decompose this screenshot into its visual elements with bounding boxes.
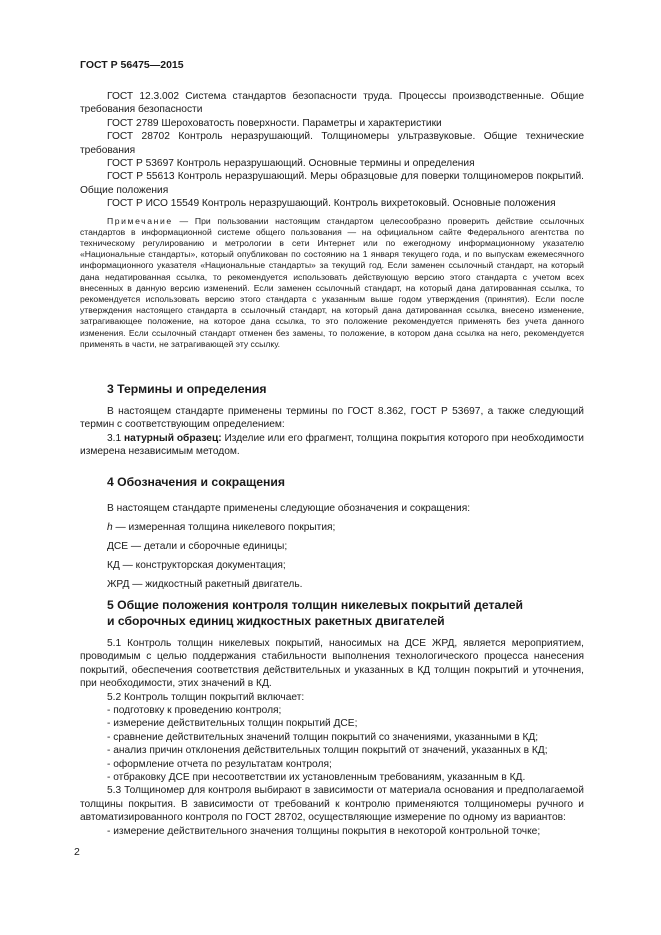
h-definition: — измеренная толщина никелевого покрытия; [112, 522, 336, 533]
section-4-title: 4 Обозначения и сокращения [107, 475, 286, 489]
section-4-intro: В настоящем стандарте применены следующие обозначения и сокращения: [107, 503, 471, 514]
section-5 [80, 597, 584, 838]
reference-item: ГОСТ Р 53697 Контроль неразрушающий. Основные термины и определения [107, 158, 475, 170]
document-header: ГОСТ Р 56475—2015 [80, 59, 184, 71]
note-paragraph [80, 216, 584, 350]
abbreviation-item [80, 518, 584, 537]
references-list [80, 90, 584, 350]
term-number: 3.1 [107, 432, 125, 444]
section-3-title: 3 Термины и определения [107, 382, 267, 396]
reference-item: ГОСТ 2789 Шероховатость поверхности. Параметры и характеристики [107, 117, 442, 129]
term-definition [80, 432, 584, 459]
reference-item: ГОСТ 28702 Контроль неразрушающий. Толщиномеры ультразвуковые. Общие технические требования [80, 131, 584, 156]
list-item: - измерение действительного значения толщины покрытия в некоторой контрольной точке; [107, 825, 541, 837]
section-5-title-line2: и сборочных единиц жидкостных ракетных двигателей [107, 614, 445, 628]
paragraph-5-2: 5.2 Контроль толщин покрытий включает: [107, 691, 305, 703]
reference-item: ГОСТ 12.3.002 Система стандартов безопасности труда. Процессы производственные. Общие требования безопасности [80, 91, 584, 116]
abbreviation-item: ЖРД — жидкостный ракетный двигатель. [107, 579, 303, 590]
h-symbol: h [107, 522, 113, 533]
list-item: - подготовку к проведению контроля; [107, 705, 282, 717]
term-text: Изделие или его фрагмент, толщина покрытия которого при необходимости измерена независимым методом. [80, 432, 584, 458]
paragraph-5-3: 5.3 Толщиномер для контроля выбирают в зависимости от материала основания и предполагаемой толщины покрытия. В зависимости от требований к контролю применяются толщиномеры ручного и автоматизированного контроля по ГОСТ 28702, осуществляющие измерение по одному из вариантов: [80, 785, 584, 824]
list-item: - сравнение действительных значений толщин покрытий со значениями, указанными в КД; [107, 731, 539, 743]
section-5-title-line1: 5 Общие положения контроля толщин никелевых покрытий деталей [107, 598, 524, 612]
term-name: натурный образец: [124, 432, 222, 444]
section-4 [80, 474, 584, 594]
section-3-paragraph: В настоящем стандарте применены термины по ГОСТ 8.362, ГОСТ Р 53697, а также следующий термин с соответствующим определением: [80, 406, 584, 431]
reference-item: ГОСТ Р 55613 Контроль неразрушающий. Меры образцовые для поверки толщиномеров покрытий. Общие положения [80, 171, 584, 196]
page-number: 2 [74, 846, 80, 858]
note-text: — При пользовании настоящим стандартом целесообразно проверить действие ссылочных стандартов в информационной системе общего пользования — на официальном сайте Федерального агентства по техническому регулированию и метрологии в сети Интернет или по ежегодному информационному указателю «Национальные стандарты», который опубликован по состоянию на 1 января текущего года, и по выпускам ежемесячного информационного указателя «Национальные стандарты» за текущий год. Если заменен ссылочный стандарт, на который дана недатированная ссылка, то рекомендуется использовать действующую версию этого стандарта с учетом всех внесенных в данную версию изменений. Если заменен ссылочный стандарт, на который дана датированная ссылка, то рекомендуется использовать версию этого стандарта с указанным выше годом утверждения (принятия). Если после утверждения настоящего стандарта в ссылочный стандарт, на который дана датированная ссылка, внесено изменение, затрагивающее положение, на которое дана ссылка, то это положение рекомендуется применять без учета данного изменения. Если ссылочный стандарт отменен без замены, то положение, в котором дана ссылка на него, рекомендуется применять в части, не затрагивающей эту ссылку. [80, 215, 584, 349]
list-item: - измерение действительных толщин покрытий ДСЕ; [107, 718, 358, 730]
list-item: - отбраковку ДСЕ при несоответствии их установленным требованиям, указанным в КД. [107, 772, 526, 784]
note-label: Примечание [107, 215, 173, 226]
abbreviation-item: ДСЕ — детали и сборочные единицы; [107, 541, 288, 552]
section-3 [80, 381, 584, 459]
abbreviation-item: КД — конструкторская документация; [107, 560, 286, 571]
list-item: - анализ причин отклонения действительных толщин покрытий от значений, указанных в КД; [107, 745, 548, 757]
list-item: - оформление отчета по результатам контроля; [107, 758, 332, 770]
paragraph-5-1: 5.1 Контроль толщин никелевых покрытий, наносимых на ДСЕ ЖРД, является мероприятием, проводимым с целью поддержания стабильности выполнения технологического процесса нанесения покрытий, обеспечения соответствия действительных и указанных в КД толщин покрытий и уточнения, при необходимости, этих значений в КД. [80, 638, 584, 690]
reference-item: ГОСТ Р ИСО 15549 Контроль неразрушающий. Контроль вихретоковый. Основные положения [107, 198, 556, 210]
